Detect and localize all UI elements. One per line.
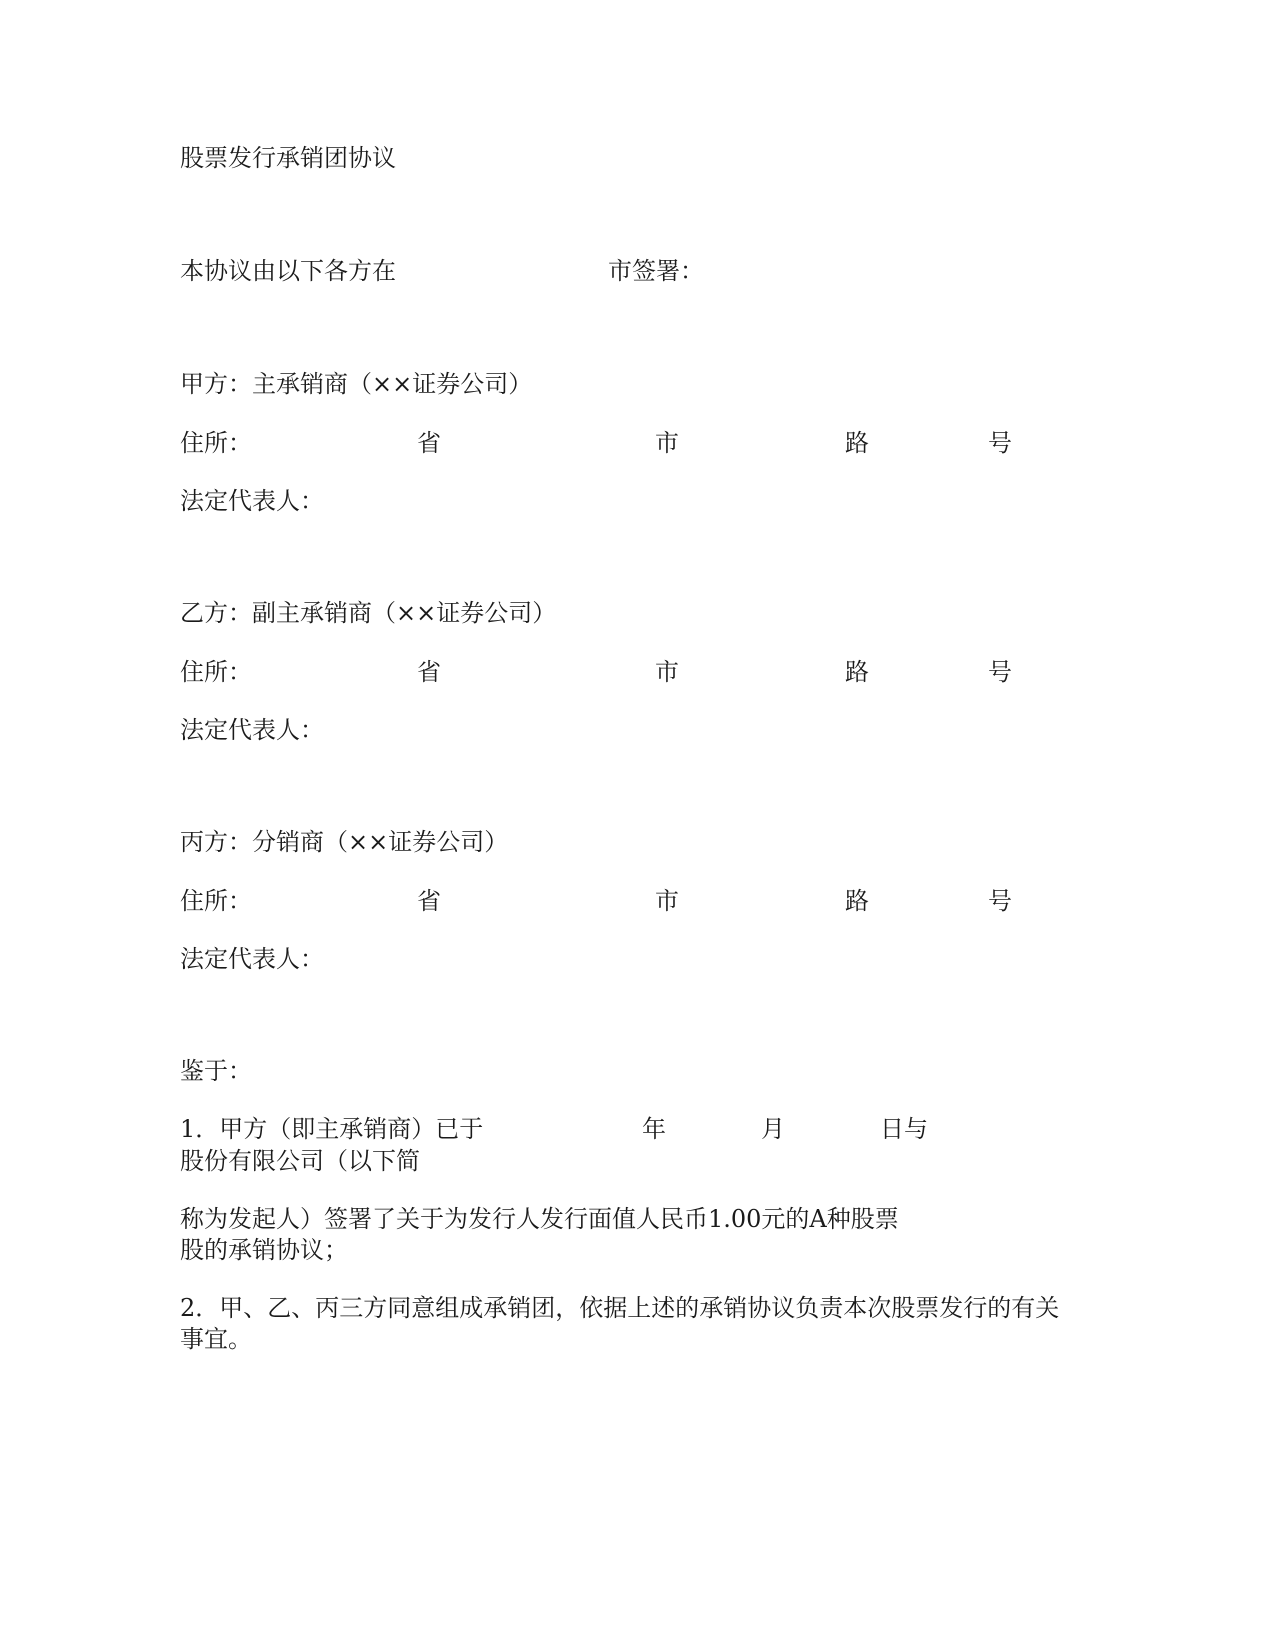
- clause-1-year: 年: [642, 1115, 666, 1143]
- party-b-heading: 乙方：副主承销商（××证券公司）: [180, 599, 557, 627]
- party-c-number: 号: [988, 887, 1012, 915]
- intro-suffix: 市签署：: [608, 257, 704, 285]
- party-b-rep-label: 法定代表人：: [180, 716, 324, 744]
- party-c-rep-label: 法定代表人：: [180, 945, 324, 973]
- document-title: 股票发行承销团协议: [180, 144, 396, 172]
- clause-1-day: 日与: [880, 1115, 928, 1143]
- party-a-road: 路: [845, 429, 869, 457]
- party-b-address-label: 住所：: [180, 658, 252, 686]
- party-c-province: 省: [417, 887, 441, 915]
- clause-2-line1: 2．甲、乙、丙三方同意组成承销团，依据上述的承销协议负责本次股票发行的有关: [180, 1294, 1060, 1322]
- whereas-label: 鉴于：: [180, 1057, 252, 1085]
- clause-1-line3: 称为发起人）签署了关于为发行人发行面值人民币1.00元的A种股票: [180, 1205, 899, 1233]
- party-b-road: 路: [845, 658, 869, 686]
- party-a-number: 号: [988, 429, 1012, 457]
- party-a-heading: 甲方：主承销商（××证券公司）: [180, 370, 533, 398]
- party-a-address-label: 住所：: [180, 429, 252, 457]
- party-a-city: 市: [655, 429, 679, 457]
- clause-1-line4: 股的承销协议；: [180, 1236, 348, 1264]
- party-a-rep-label: 法定代表人：: [180, 487, 324, 515]
- intro-prefix: 本协议由以下各方在: [180, 257, 396, 285]
- party-a-province: 省: [417, 429, 441, 457]
- clause-2-line2: 事宜。: [180, 1325, 252, 1353]
- party-c-address-label: 住所：: [180, 887, 252, 915]
- party-c-city: 市: [655, 887, 679, 915]
- party-b-number: 号: [988, 658, 1012, 686]
- party-c-heading: 丙方：分销商（××证券公司）: [180, 828, 509, 856]
- party-b-city: 市: [655, 658, 679, 686]
- party-c-road: 路: [845, 887, 869, 915]
- clause-1-start: 1．甲方（即主承销商）已于: [180, 1115, 484, 1143]
- clause-1-line2: 股份有限公司（以下简: [180, 1147, 420, 1175]
- clause-1-month: 月: [761, 1115, 785, 1143]
- party-b-province: 省: [417, 658, 441, 686]
